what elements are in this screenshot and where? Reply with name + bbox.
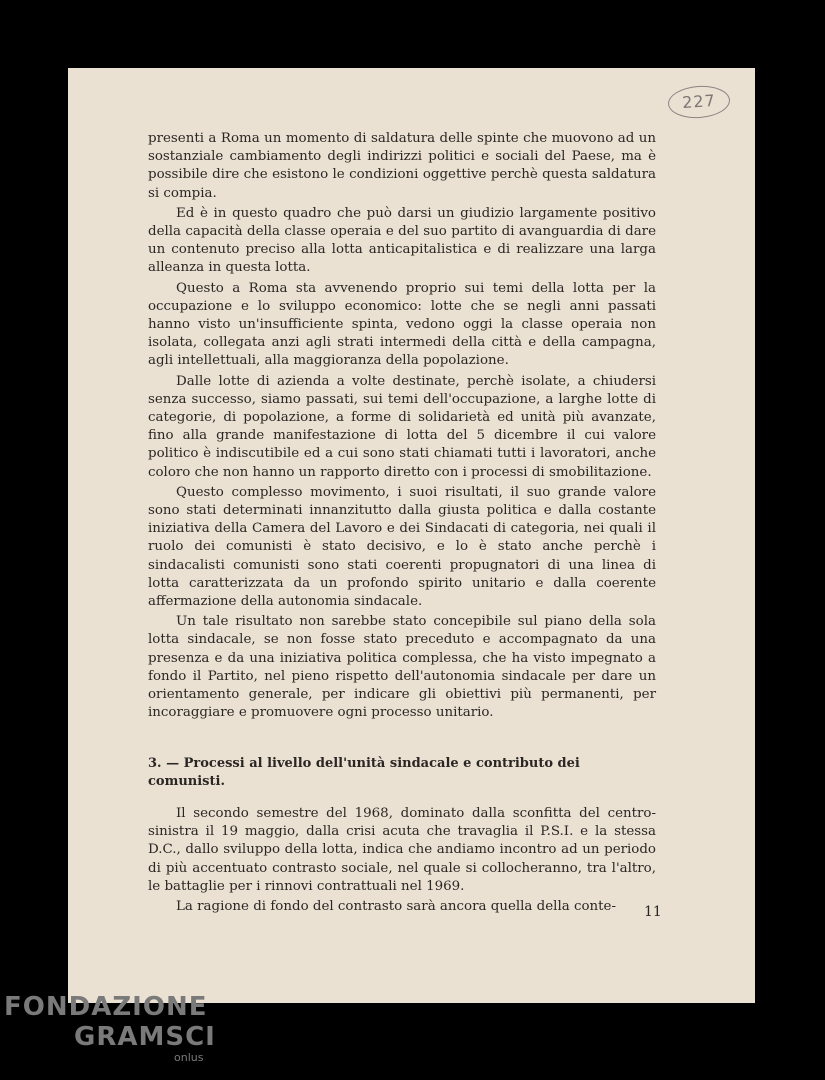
paragraph: Dalle lotte di azienda a volte destinate, perchè isolate, a chiudersi senza successo, siamo passati, sui temi dell'occupazione, a larghe lotte di categorie, di popolazione, a forme di solidarietà ed unità più avanzate, fino alla grande manifestazione di lotta del 5 dicembre il cui valore politico è indiscutibile ed a cui sono stati chiamati tutti i lavoratori, anche coloro che non hanno un rapporto diretto con i processi di smobilitazione. xyxy=(148,373,656,480)
fondazione-gramsci-watermark xyxy=(4,992,216,1064)
paragraph: Un tale risultato non sarebbe stato concepibile sul piano della sola lotta sindacale, se non fosse stato preceduto e accompagnato da una presenza e da una iniziativa politica complessa, che ha visto impegnato a fondo il Partito, nel pieno rispetto dell'autonomia sindacale per dare un orientamento generale, per indicare gli obiettivi più permanenti, per incoraggiare e promuovere ogni processo unitario. xyxy=(148,614,656,721)
document-page xyxy=(68,68,755,1003)
page-number: 11 xyxy=(644,904,662,920)
handwritten-page-annotation: 227 xyxy=(667,84,731,120)
paragraph: Ed è in questo quadro che può darsi un giudizio largamente positivo della capacità della classe operaia e del suo partito di avanguardia di dare un contenuto preciso alla lotta anticapitalistica e di realizzare una larga alleanza in questa lotta. xyxy=(148,205,656,276)
paragraph: Il secondo semestre del 1968, dominato dalla sconfitta del centro-sinistra il 19 maggio, dalla crisi acuta che travaglia il P.S.I. e la stessa D.C., dallo sviluppo della lotta, indica che andiamo incontro ad un periodo di più accentuato contrasto sociale, nel quale si collocheranno, tra l'altro, le battaglie per i rinnovi contrattuali nel 1969. xyxy=(148,805,656,894)
paragraph: La ragione di fondo del contrasto sarà ancora quella della conte- xyxy=(176,898,616,914)
document-body xyxy=(148,130,656,918)
watermark-line-3: onlus xyxy=(174,1051,204,1064)
watermark-line-1: FONDAZIONE xyxy=(4,992,208,1022)
watermark-line-2: GRAMSCI xyxy=(74,1022,216,1052)
section-heading: 3. — Processi al livello dell'unità sindacale e contributo dei comunisti. xyxy=(148,755,580,789)
paragraph: Questo complesso movimento, i suoi risultati, il suo grande valore sono stati determinati innanzitutto dalla giusta politica e dalla costante iniziativa della Camera del Lavoro e dei Sindacati di categoria, nei quali il ruolo dei comunisti è stato decisivo, e lo è stato anche perchè i sindacalisti comunisti sono stati coerenti propugnatori di una linea di lotta caratterizzata da un profondo spirito unitario e dalla coerente affermazione della autonomia sindacale. xyxy=(148,484,656,610)
paragraph: Questo a Roma sta avvenendo proprio sui temi della lotta per la occupazione e lo sviluppo economico: lotte che se negli anni passati hanno visto un'insufficiente spinta, vedono oggi la classe operaia non isolata, collegata anzi agli strati intermedi della città e della campagna, agli intellettuali, alla maggioranza della popolazione. xyxy=(148,280,656,369)
paragraph: presenti a Roma un momento di saldatura delle spinte che muovono ad un sostanziale cambiamento degli indirizzi politici e sociali del Paese, ma è possibile dire che esistono le condizioni oggettive perchè questa saldatura si compia. xyxy=(148,131,656,201)
